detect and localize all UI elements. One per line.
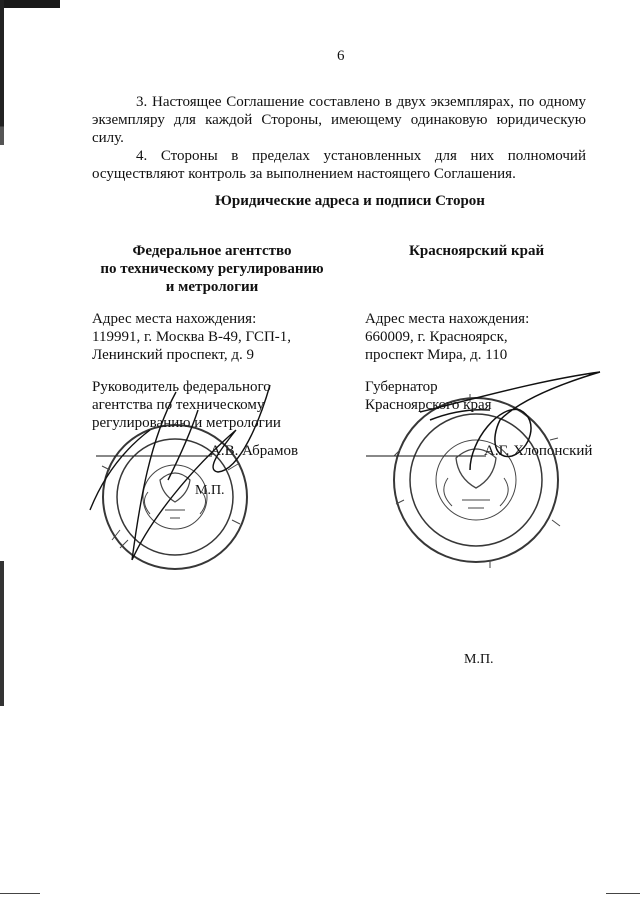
right-address-line-1: Адрес места нахождения:	[365, 311, 530, 327]
left-position-line-2: агентства по техническому	[92, 397, 265, 413]
left-position-line-1: Руководитель федерального	[92, 379, 271, 395]
right-address-line-3: проспект Мира, д. 110	[365, 347, 508, 363]
paragraph-4-line-1: 4. Стороны в пределах установленных для них полномочий	[136, 148, 586, 164]
right-address-line-2: 660009, г. Красноярск,	[365, 329, 508, 345]
right-signer-name: А.Г. Хлопонский	[484, 443, 593, 459]
right-position-line-1: Губернатор	[365, 379, 438, 395]
left-address-line-2: 119991, г. Москва В-49, ГСП-1,	[92, 329, 292, 345]
left-official-seal	[102, 425, 247, 569]
left-stamp-mark: М.П.	[195, 483, 225, 498]
page-number: 6	[337, 48, 345, 64]
right-official-seal	[394, 394, 560, 568]
left-position-line-3: регулированию и метрологии	[92, 415, 281, 431]
left-party-name-line-2: по техническому регулированию	[100, 261, 324, 277]
right-party-name: Красноярский край	[409, 243, 545, 259]
paragraph-3-line-3: силу.	[92, 130, 124, 146]
paragraph-4-line-2: осуществляют контроль за выполнением настоящего Соглашения.	[92, 166, 516, 182]
left-signer-name: А.В. Абрамов	[210, 443, 299, 459]
paragraph-3-line-2: экземпляру для каждой Стороны, имеющему одинаковую юридическую	[92, 112, 586, 128]
left-party-name-line-3: и метрологии	[165, 279, 259, 295]
right-stamp-mark: М.П.	[464, 652, 494, 667]
section-heading: Юридические адреса и подписи Сторон	[215, 193, 485, 209]
left-address-line-3: Ленинский проспект, д. 9	[92, 347, 254, 363]
left-party-name-line-1: Федеральное агентство	[132, 243, 292, 259]
left-address-line-1: Адрес места нахождения:	[92, 311, 257, 327]
paragraph-3-line-1: 3. Настоящее Соглашение составлено в двух экземплярах, по одному	[136, 94, 586, 110]
right-position-line-2: Красноярского края	[365, 397, 492, 413]
